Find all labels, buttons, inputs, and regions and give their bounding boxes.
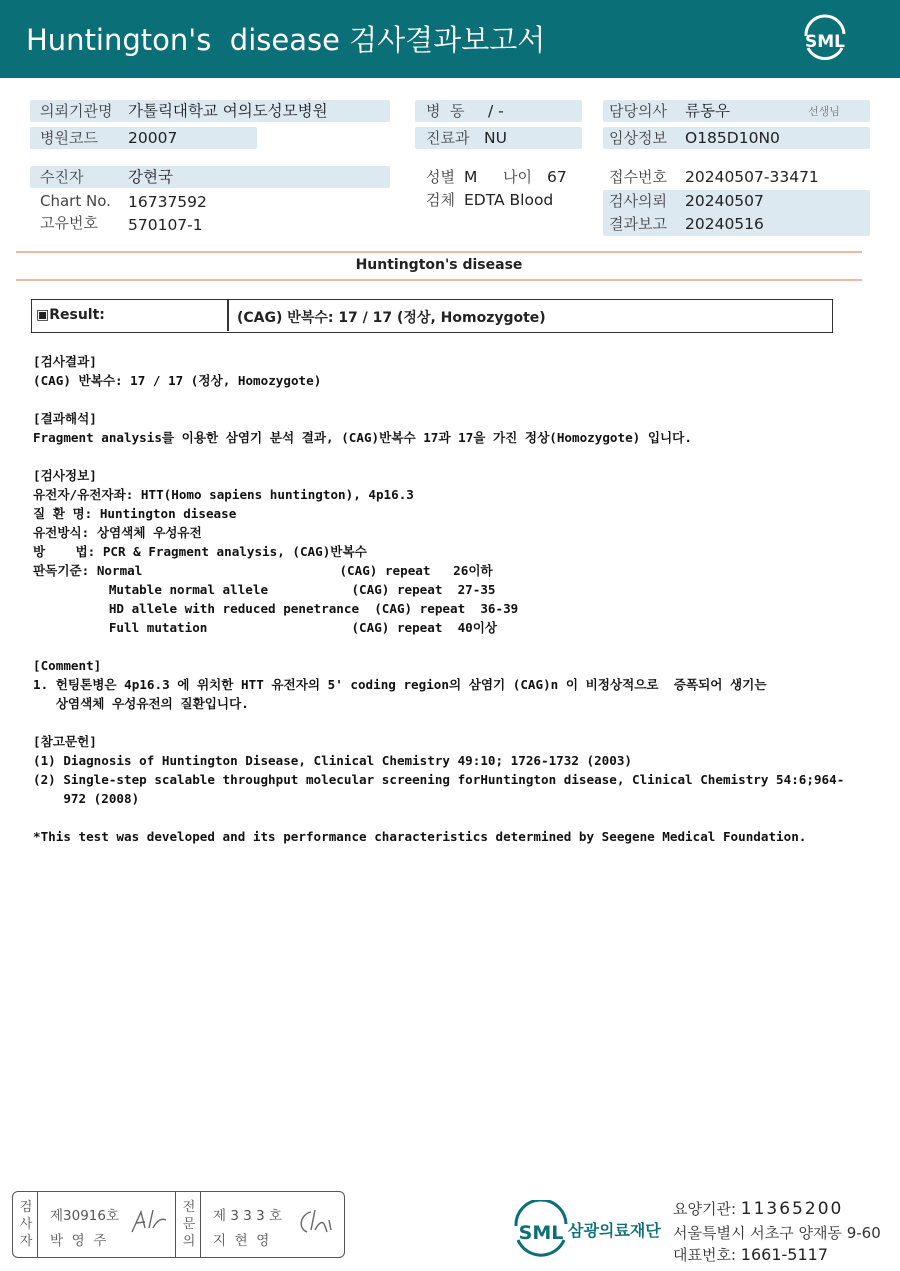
age-value: 67 (547, 168, 567, 186)
comment-line-1: 1. 헌팅톤병은 4p16.3 에 위치한 HTT 유전자의 5' coding region의 삼염기 (CAG)n 이 비정상적으로 증폭되어 생기는 (33, 677, 767, 692)
footer-phone-line (673, 1244, 828, 1265)
result-box (31, 299, 833, 333)
clinical-label: 임상정보 (609, 129, 667, 147)
test-info-method: 방 법: PCR & Fragment analysis, (CAG)반복수 (33, 544, 367, 559)
report-date-label: 결과보고 (609, 215, 667, 233)
exam-result-heading: [검사결과] (33, 354, 97, 369)
clinical-value: O185D10N0 (685, 129, 780, 147)
specialist-license: 제 3 3 3 호 (213, 1208, 283, 1224)
result-box-divider (227, 300, 229, 331)
footer-logo-text: SML (518, 1222, 564, 1244)
reference-2: (2) Single-step scalable throughput molecular screening forHuntington disease, Clinical Chemistry 54:6;964- (33, 772, 845, 787)
comment-heading: [Comment] (33, 658, 102, 673)
interpretation-heading: [결과해석] (33, 411, 97, 426)
tester-vert-1: 검 (19, 1200, 33, 1215)
footer-org-name: 삼광의료재단 (568, 1221, 661, 1240)
exam-result-text: (CAG) 반복수: 17 / 17 (정상, Homozygote) (33, 373, 322, 388)
reference-2-cont: 972 (2008) (33, 791, 140, 806)
criteria-reduced: HD allele with reduced penetrance (CAG) repeat 36-39 (33, 601, 519, 616)
chart-label: Chart No. (40, 192, 111, 210)
specialist-signature-icon (295, 1206, 335, 1238)
criteria-full: Full mutation (CAG) repeat 40이상 (33, 620, 498, 635)
section-divider-bottom (16, 279, 862, 281)
request-value: 20240507 (685, 192, 764, 210)
tester-name: 박 영 주 (50, 1233, 107, 1249)
receipt-value: 20240507-33471 (685, 168, 819, 186)
patient-value: 강현국 (128, 168, 173, 186)
criteria-normal: 판독기준: Normal (CAG) repeat 26이하 (33, 563, 493, 578)
signature-box (12, 1191, 345, 1258)
specialist-vert-1: 전 (182, 1200, 196, 1215)
unique-label: 고유번호 (40, 214, 98, 232)
ward-value: / - (488, 102, 504, 120)
doctor-suffix: 선생님 (808, 105, 840, 118)
specialist-name: 지 현 영 (213, 1233, 270, 1249)
tester-vert-2: 사 (19, 1217, 33, 1232)
patient-label: 수진자 (40, 168, 84, 186)
footer-sml-logo-icon (510, 1200, 572, 1258)
footer-phone-value: 1661-5117 (740, 1245, 829, 1264)
test-info-heading: [검사정보] (33, 468, 97, 483)
sex-value: M (464, 168, 478, 186)
institution-label: 의뢰기관명 (40, 102, 113, 120)
test-info-inheritance: 유전방식: 상염색체 우성유전 (33, 525, 202, 540)
institution-value: 가톨릭대학교 여의도성모병원 (128, 102, 328, 120)
specialist-vert-3: 의 (182, 1234, 196, 1249)
tester-license: 제30916호 (50, 1208, 120, 1224)
age-label: 나이 (503, 168, 532, 186)
criteria-mutable: Mutable normal allele (CAG) repeat 27-35 (33, 582, 496, 597)
receipt-label: 접수번호 (609, 168, 667, 186)
result-label: ▣Result: (36, 307, 105, 323)
references-heading: [참고문헌] (33, 734, 97, 749)
unique-value: 570107-1 (128, 216, 203, 234)
specimen-label: 검체 (426, 191, 455, 209)
tester-signature-icon (129, 1206, 169, 1236)
footer-code-value: 11365200 (740, 1199, 844, 1219)
chart-value: 16737592 (128, 193, 207, 211)
footer-phone-label: 대표번호: (673, 1246, 737, 1264)
reference-1: (1) Diagnosis of Huntington Disease, Clinical Chemistry 49:10; 1726-1732 (2003) (33, 753, 632, 768)
report-date-value: 20240516 (685, 215, 764, 233)
test-info-disease: 질 환 명: Huntington disease (33, 506, 237, 521)
tester-vert-3: 자 (19, 1234, 33, 1249)
field-bar (30, 166, 390, 188)
section-divider-top (16, 251, 862, 253)
footer-code-label: 요양기관: (673, 1200, 737, 1218)
footer-address: 서울특별시 서초구 양재동 9-60 (673, 1224, 881, 1242)
specialist-vert-2: 문 (182, 1217, 196, 1232)
doctor-value: 류동우 (685, 102, 730, 120)
department-label: 진료과 (426, 129, 470, 147)
result-value: (CAG) 반복수: 17 / 17 (정상, Homozygote) (237, 310, 546, 326)
report-header (0, 0, 900, 78)
section-title: Huntington's disease (355, 257, 523, 273)
request-label: 검사의뢰 (609, 192, 667, 210)
doctor-label: 담당의사 (609, 102, 667, 120)
ward-label: 병 동 (426, 102, 465, 120)
disclaimer-note: *This test was developed and its performance characteristics determined by Seegene Medical Foundation. (33, 829, 807, 844)
test-info-gene: 유전자/유전자좌: HTT(Homo sapiens huntington), 4p16.3 (33, 487, 414, 502)
hospital-code-label: 병원코드 (40, 129, 98, 147)
interpretation-text: Fragment analysis를 이용한 삼염기 분석 결과, (CAG)반복수 17과 17을 가진 정상(Homozygote) 입니다. (33, 430, 692, 445)
hospital-code-value: 20007 (128, 129, 178, 147)
sml-logo-text: SML (805, 32, 845, 52)
comment-line-2: 상염색체 우성유전의 질환입니다. (33, 696, 249, 711)
report-title: Huntington's disease 검사결과보고서 (26, 23, 546, 57)
specimen-value: EDTA Blood (464, 191, 554, 209)
footer-code-line (673, 1198, 843, 1219)
department-value: NU (484, 129, 507, 147)
sex-label: 성별 (426, 168, 455, 186)
sml-logo-icon (798, 14, 852, 64)
